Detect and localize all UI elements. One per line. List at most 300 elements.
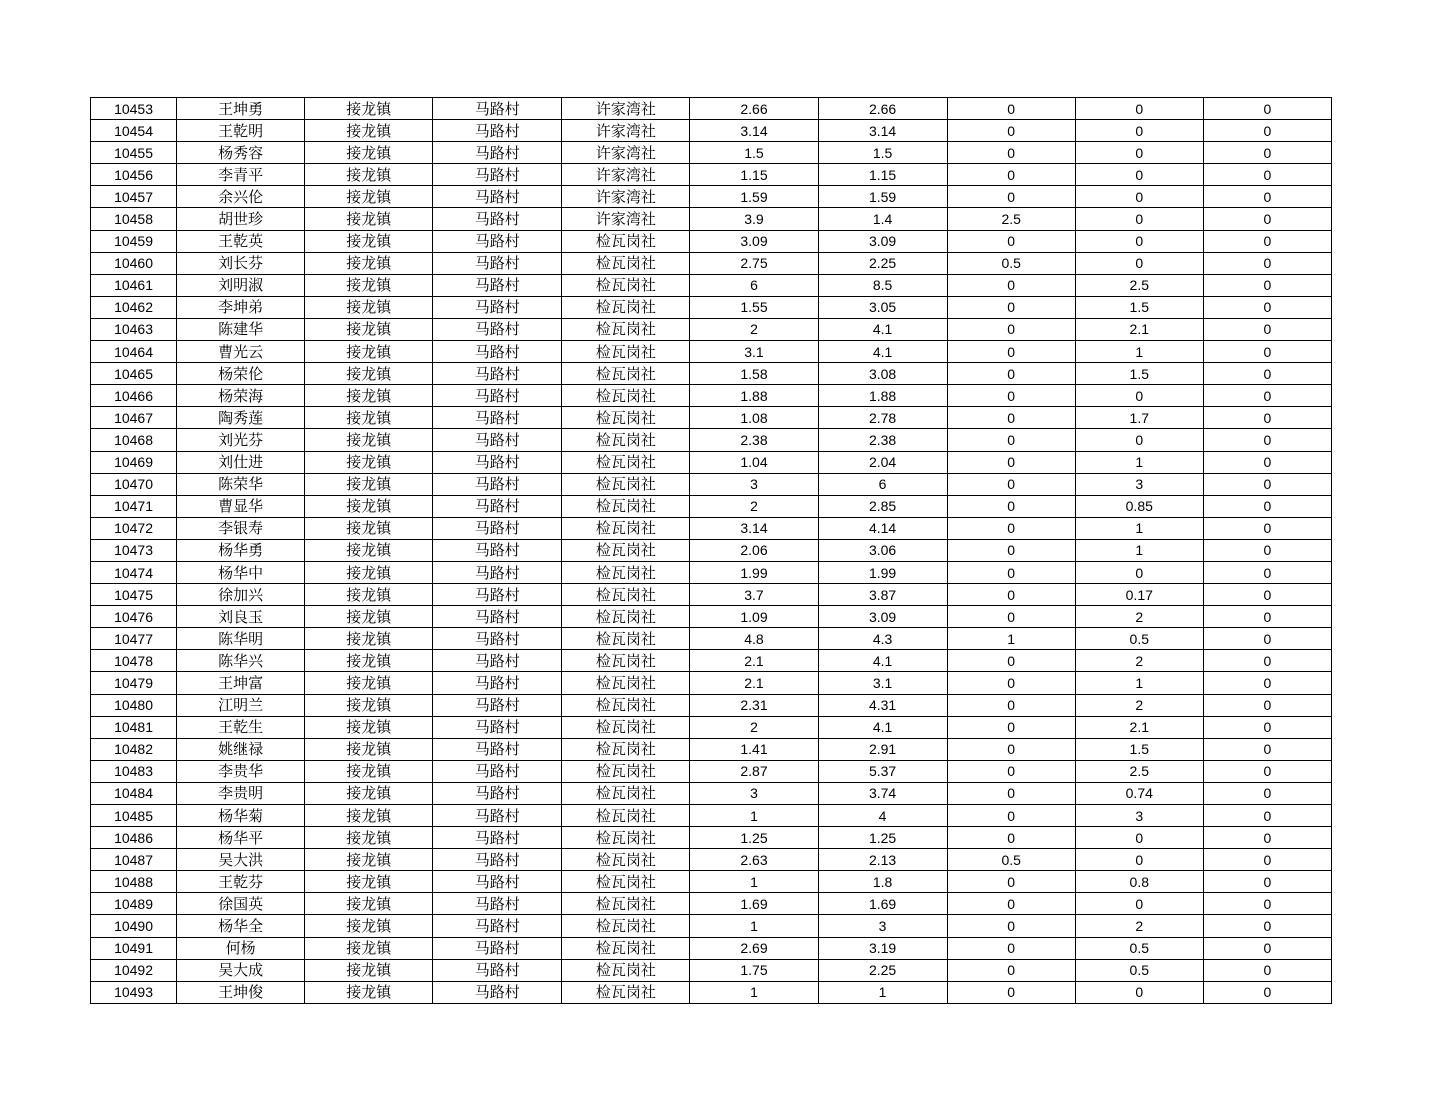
- town-cell: 接龙镇: [305, 893, 433, 915]
- name-cell: 刘良玉: [177, 606, 305, 628]
- value3-cell: 0: [947, 385, 1075, 407]
- table-row: [91, 341, 1332, 363]
- id-cell: 10489: [91, 893, 177, 915]
- group-cell: 检瓦岗社: [562, 296, 690, 318]
- name-cell: 徐加兴: [177, 584, 305, 606]
- group-cell: 检瓦岗社: [562, 363, 690, 385]
- village-cell: 马路村: [433, 893, 562, 915]
- value1-cell: 3: [690, 473, 818, 495]
- value1-cell: 1.69: [690, 893, 818, 915]
- value4-cell: 0: [1075, 893, 1203, 915]
- value1-cell: 1.55: [690, 296, 818, 318]
- value1-cell: 6: [690, 274, 818, 296]
- value1-cell: 2.75: [690, 252, 818, 274]
- id-cell: 10476: [91, 606, 177, 628]
- group-cell: 许家湾社: [562, 142, 690, 164]
- id-cell: 10466: [91, 385, 177, 407]
- table-row: [91, 915, 1332, 937]
- group-cell: 检瓦岗社: [562, 871, 690, 893]
- value2-cell: 4.1: [818, 318, 947, 340]
- id-cell: 10467: [91, 407, 177, 429]
- id-cell: 10482: [91, 738, 177, 760]
- value4-cell: 0: [1075, 561, 1203, 583]
- value5-cell: 0: [1203, 341, 1331, 363]
- id-cell: 10462: [91, 296, 177, 318]
- value5-cell: 0: [1203, 893, 1331, 915]
- table-row: [91, 716, 1332, 738]
- id-cell: 10475: [91, 584, 177, 606]
- value2-cell: 3.87: [818, 584, 947, 606]
- village-cell: 马路村: [433, 782, 562, 804]
- village-cell: 马路村: [433, 186, 562, 208]
- town-cell: 接龙镇: [305, 98, 433, 120]
- table-row: [91, 539, 1332, 561]
- value1-cell: 1.75: [690, 959, 818, 981]
- value3-cell: 0: [947, 495, 1075, 517]
- value1-cell: 1.15: [690, 164, 818, 186]
- value2-cell: 1.8: [818, 871, 947, 893]
- name-cell: 王乾英: [177, 230, 305, 252]
- value2-cell: 2.25: [818, 959, 947, 981]
- name-cell: 杨荣海: [177, 385, 305, 407]
- village-cell: 马路村: [433, 561, 562, 583]
- value4-cell: 3: [1075, 473, 1203, 495]
- value5-cell: 0: [1203, 650, 1331, 672]
- table-row: [91, 120, 1332, 142]
- id-cell: 10485: [91, 805, 177, 827]
- name-cell: 王乾明: [177, 120, 305, 142]
- value5-cell: 0: [1203, 782, 1331, 804]
- id-cell: 10473: [91, 539, 177, 561]
- value5-cell: 0: [1203, 318, 1331, 340]
- value2-cell: 1.5: [818, 142, 947, 164]
- value5-cell: 0: [1203, 363, 1331, 385]
- town-cell: 接龙镇: [305, 694, 433, 716]
- value5-cell: 0: [1203, 230, 1331, 252]
- name-cell: 李坤弟: [177, 296, 305, 318]
- value2-cell: 3.06: [818, 539, 947, 561]
- town-cell: 接龙镇: [305, 230, 433, 252]
- name-cell: 刘明淑: [177, 274, 305, 296]
- id-cell: 10455: [91, 142, 177, 164]
- village-cell: 马路村: [433, 230, 562, 252]
- value2-cell: 4: [818, 805, 947, 827]
- name-cell: 杨秀容: [177, 142, 305, 164]
- town-cell: 接龙镇: [305, 120, 433, 142]
- value1-cell: 4.8: [690, 628, 818, 650]
- town-cell: 接龙镇: [305, 274, 433, 296]
- town-cell: 接龙镇: [305, 849, 433, 871]
- name-cell: 王乾生: [177, 716, 305, 738]
- value3-cell: 0: [947, 672, 1075, 694]
- group-cell: 检瓦岗社: [562, 760, 690, 782]
- id-cell: 10465: [91, 363, 177, 385]
- value4-cell: 0.5: [1075, 937, 1203, 959]
- town-cell: 接龙镇: [305, 959, 433, 981]
- value5-cell: 0: [1203, 274, 1331, 296]
- name-cell: 杨华勇: [177, 539, 305, 561]
- id-cell: 10470: [91, 473, 177, 495]
- table-row: [91, 959, 1332, 981]
- value4-cell: 0.8: [1075, 871, 1203, 893]
- value3-cell: 0: [947, 429, 1075, 451]
- value5-cell: 0: [1203, 296, 1331, 318]
- town-cell: 接龙镇: [305, 164, 433, 186]
- value5-cell: 0: [1203, 915, 1331, 937]
- value2-cell: 2.38: [818, 429, 947, 451]
- table-row: [91, 296, 1332, 318]
- table-row: [91, 208, 1332, 230]
- name-cell: 曹光云: [177, 341, 305, 363]
- value2-cell: 4.14: [818, 517, 947, 539]
- value3-cell: 0: [947, 451, 1075, 473]
- value2-cell: 3.09: [818, 606, 947, 628]
- value5-cell: 0: [1203, 142, 1331, 164]
- value3-cell: 0: [947, 694, 1075, 716]
- value4-cell: 2: [1075, 915, 1203, 937]
- village-cell: 马路村: [433, 738, 562, 760]
- value2-cell: 4.3: [818, 628, 947, 650]
- value2-cell: 4.1: [818, 650, 947, 672]
- group-cell: 检瓦岗社: [562, 628, 690, 650]
- village-cell: 马路村: [433, 473, 562, 495]
- value1-cell: 3.14: [690, 517, 818, 539]
- value1-cell: 2.31: [690, 694, 818, 716]
- value5-cell: 0: [1203, 805, 1331, 827]
- value5-cell: 0: [1203, 584, 1331, 606]
- value3-cell: 0: [947, 782, 1075, 804]
- value5-cell: 0: [1203, 849, 1331, 871]
- value1-cell: 3.9: [690, 208, 818, 230]
- town-cell: 接龙镇: [305, 142, 433, 164]
- table-row: [91, 584, 1332, 606]
- name-cell: 王乾芬: [177, 871, 305, 893]
- value5-cell: 0: [1203, 694, 1331, 716]
- value4-cell: 1.5: [1075, 363, 1203, 385]
- value3-cell: 0: [947, 517, 1075, 539]
- value5-cell: 0: [1203, 716, 1331, 738]
- value1-cell: 3.09: [690, 230, 818, 252]
- id-cell: 10471: [91, 495, 177, 517]
- id-cell: 10460: [91, 252, 177, 274]
- value5-cell: 0: [1203, 760, 1331, 782]
- group-cell: 检瓦岗社: [562, 318, 690, 340]
- value5-cell: 0: [1203, 120, 1331, 142]
- value2-cell: 2.04: [818, 451, 947, 473]
- name-cell: 王坤勇: [177, 98, 305, 120]
- village-cell: 马路村: [433, 142, 562, 164]
- group-cell: 许家湾社: [562, 208, 690, 230]
- group-cell: 检瓦岗社: [562, 473, 690, 495]
- town-cell: 接龙镇: [305, 584, 433, 606]
- group-cell: 检瓦岗社: [562, 274, 690, 296]
- town-cell: 接龙镇: [305, 915, 433, 937]
- value3-cell: 0: [947, 827, 1075, 849]
- town-cell: 接龙镇: [305, 473, 433, 495]
- value3-cell: 0: [947, 915, 1075, 937]
- group-cell: 检瓦岗社: [562, 495, 690, 517]
- group-cell: 检瓦岗社: [562, 517, 690, 539]
- table-row: [91, 186, 1332, 208]
- village-cell: 马路村: [433, 628, 562, 650]
- value4-cell: 0.5: [1075, 628, 1203, 650]
- name-cell: 姚继禄: [177, 738, 305, 760]
- value2-cell: 1.4: [818, 208, 947, 230]
- name-cell: 吴大成: [177, 959, 305, 981]
- table-row: [91, 407, 1332, 429]
- value3-cell: 0: [947, 407, 1075, 429]
- village-cell: 马路村: [433, 672, 562, 694]
- town-cell: 接龙镇: [305, 296, 433, 318]
- value3-cell: 0: [947, 584, 1075, 606]
- value2-cell: 2.25: [818, 252, 947, 274]
- value4-cell: 0: [1075, 208, 1203, 230]
- table-row: [91, 252, 1332, 274]
- id-cell: 10453: [91, 98, 177, 120]
- id-cell: 10492: [91, 959, 177, 981]
- table-row: [91, 650, 1332, 672]
- town-cell: 接龙镇: [305, 606, 433, 628]
- table-row: [91, 385, 1332, 407]
- name-cell: 何杨: [177, 937, 305, 959]
- value1-cell: 3.7: [690, 584, 818, 606]
- value1-cell: 2.38: [690, 429, 818, 451]
- town-cell: 接龙镇: [305, 385, 433, 407]
- town-cell: 接龙镇: [305, 650, 433, 672]
- value3-cell: 1: [947, 628, 1075, 650]
- value2-cell: 3.08: [818, 363, 947, 385]
- value3-cell: 0: [947, 318, 1075, 340]
- group-cell: 检瓦岗社: [562, 252, 690, 274]
- value1-cell: 2.1: [690, 672, 818, 694]
- value4-cell: 0: [1075, 164, 1203, 186]
- name-cell: 杨荣伦: [177, 363, 305, 385]
- value2-cell: 1: [818, 981, 947, 1003]
- value5-cell: 0: [1203, 539, 1331, 561]
- value5-cell: 0: [1203, 252, 1331, 274]
- table-row: [91, 142, 1332, 164]
- group-cell: 许家湾社: [562, 120, 690, 142]
- value4-cell: 1: [1075, 672, 1203, 694]
- town-cell: 接龙镇: [305, 871, 433, 893]
- table-row: [91, 606, 1332, 628]
- table-row: [91, 827, 1332, 849]
- village-cell: 马路村: [433, 584, 562, 606]
- value5-cell: 0: [1203, 628, 1331, 650]
- value4-cell: 1: [1075, 451, 1203, 473]
- name-cell: 李贵华: [177, 760, 305, 782]
- group-cell: 许家湾社: [562, 98, 690, 120]
- group-cell: 检瓦岗社: [562, 672, 690, 694]
- value2-cell: 6: [818, 473, 947, 495]
- group-cell: 检瓦岗社: [562, 959, 690, 981]
- value3-cell: 0: [947, 606, 1075, 628]
- id-cell: 10468: [91, 429, 177, 451]
- value2-cell: 2.91: [818, 738, 947, 760]
- value3-cell: 0: [947, 363, 1075, 385]
- value5-cell: 0: [1203, 429, 1331, 451]
- value1-cell: 1.09: [690, 606, 818, 628]
- name-cell: 李青平: [177, 164, 305, 186]
- town-cell: 接龙镇: [305, 981, 433, 1003]
- value1-cell: 1.5: [690, 142, 818, 164]
- value4-cell: 0: [1075, 981, 1203, 1003]
- value5-cell: 0: [1203, 451, 1331, 473]
- value4-cell: 1: [1075, 539, 1203, 561]
- table-row: [91, 517, 1332, 539]
- id-cell: 10459: [91, 230, 177, 252]
- village-cell: 马路村: [433, 318, 562, 340]
- value5-cell: 0: [1203, 827, 1331, 849]
- town-cell: 接龙镇: [305, 561, 433, 583]
- table-row: [91, 230, 1332, 252]
- table-row: [91, 782, 1332, 804]
- value5-cell: 0: [1203, 606, 1331, 628]
- value1-cell: 3.1: [690, 341, 818, 363]
- value5-cell: 0: [1203, 937, 1331, 959]
- id-cell: 10483: [91, 760, 177, 782]
- value4-cell: 2: [1075, 606, 1203, 628]
- group-cell: 检瓦岗社: [562, 827, 690, 849]
- id-cell: 10481: [91, 716, 177, 738]
- value4-cell: 2.5: [1075, 760, 1203, 782]
- group-cell: 检瓦岗社: [562, 429, 690, 451]
- name-cell: 杨华中: [177, 561, 305, 583]
- village-cell: 马路村: [433, 385, 562, 407]
- name-cell: 余兴伦: [177, 186, 305, 208]
- table-row: [91, 495, 1332, 517]
- value5-cell: 0: [1203, 959, 1331, 981]
- value3-cell: 0: [947, 959, 1075, 981]
- value2-cell: 1.15: [818, 164, 947, 186]
- id-cell: 10490: [91, 915, 177, 937]
- group-cell: 检瓦岗社: [562, 385, 690, 407]
- value5-cell: 0: [1203, 672, 1331, 694]
- town-cell: 接龙镇: [305, 429, 433, 451]
- value4-cell: 1.7: [1075, 407, 1203, 429]
- value1-cell: 1.59: [690, 186, 818, 208]
- village-cell: 马路村: [433, 694, 562, 716]
- value2-cell: 1.88: [818, 385, 947, 407]
- value4-cell: 0: [1075, 385, 1203, 407]
- group-cell: 许家湾社: [562, 164, 690, 186]
- name-cell: 王坤俊: [177, 981, 305, 1003]
- value2-cell: 5.37: [818, 760, 947, 782]
- village-cell: 马路村: [433, 827, 562, 849]
- group-cell: 检瓦岗社: [562, 606, 690, 628]
- value2-cell: 3.19: [818, 937, 947, 959]
- group-cell: 检瓦岗社: [562, 849, 690, 871]
- name-cell: 吴大洪: [177, 849, 305, 871]
- group-cell: 检瓦岗社: [562, 716, 690, 738]
- value3-cell: 0: [947, 539, 1075, 561]
- value3-cell: 0.5: [947, 849, 1075, 871]
- town-cell: 接龙镇: [305, 341, 433, 363]
- value3-cell: 0: [947, 805, 1075, 827]
- value3-cell: 0: [947, 186, 1075, 208]
- name-cell: 刘长芬: [177, 252, 305, 274]
- group-cell: 检瓦岗社: [562, 561, 690, 583]
- village-cell: 马路村: [433, 451, 562, 473]
- value4-cell: 1.5: [1075, 738, 1203, 760]
- village-cell: 马路村: [433, 341, 562, 363]
- value5-cell: 0: [1203, 407, 1331, 429]
- table-row: [91, 473, 1332, 495]
- value3-cell: 0: [947, 937, 1075, 959]
- village-cell: 马路村: [433, 363, 562, 385]
- value4-cell: 0: [1075, 252, 1203, 274]
- id-cell: 10486: [91, 827, 177, 849]
- value4-cell: 2: [1075, 694, 1203, 716]
- id-cell: 10458: [91, 208, 177, 230]
- table-row: [91, 561, 1332, 583]
- value4-cell: 0: [1075, 186, 1203, 208]
- value1-cell: 1: [690, 871, 818, 893]
- group-cell: 检瓦岗社: [562, 650, 690, 672]
- village-cell: 马路村: [433, 959, 562, 981]
- village-cell: 马路村: [433, 407, 562, 429]
- value5-cell: 0: [1203, 473, 1331, 495]
- value3-cell: 0: [947, 893, 1075, 915]
- value4-cell: 2.1: [1075, 318, 1203, 340]
- town-cell: 接龙镇: [305, 495, 433, 517]
- village-cell: 马路村: [433, 539, 562, 561]
- town-cell: 接龙镇: [305, 407, 433, 429]
- town-cell: 接龙镇: [305, 517, 433, 539]
- town-cell: 接龙镇: [305, 782, 433, 804]
- town-cell: 接龙镇: [305, 672, 433, 694]
- value3-cell: 0: [947, 760, 1075, 782]
- table-row: [91, 805, 1332, 827]
- table-row: [91, 363, 1332, 385]
- name-cell: 王坤富: [177, 672, 305, 694]
- value5-cell: 0: [1203, 871, 1331, 893]
- value3-cell: 0: [947, 738, 1075, 760]
- town-cell: 接龙镇: [305, 252, 433, 274]
- value2-cell: 3: [818, 915, 947, 937]
- value3-cell: 0: [947, 120, 1075, 142]
- id-cell: 10487: [91, 849, 177, 871]
- value1-cell: 2.63: [690, 849, 818, 871]
- value1-cell: 1.08: [690, 407, 818, 429]
- town-cell: 接龙镇: [305, 738, 433, 760]
- name-cell: 刘光芬: [177, 429, 305, 451]
- value3-cell: 0: [947, 296, 1075, 318]
- village-cell: 马路村: [433, 120, 562, 142]
- value5-cell: 0: [1203, 981, 1331, 1003]
- village-cell: 马路村: [433, 98, 562, 120]
- value2-cell: 1.69: [818, 893, 947, 915]
- value1-cell: 3: [690, 782, 818, 804]
- table-row: [91, 628, 1332, 650]
- value1-cell: 2.87: [690, 760, 818, 782]
- value1-cell: 1.58: [690, 363, 818, 385]
- name-cell: 曹显华: [177, 495, 305, 517]
- value2-cell: 2.66: [818, 98, 947, 120]
- value2-cell: 2.85: [818, 495, 947, 517]
- id-cell: 10478: [91, 650, 177, 672]
- group-cell: 许家湾社: [562, 186, 690, 208]
- value4-cell: 0: [1075, 142, 1203, 164]
- table-row: [91, 694, 1332, 716]
- village-cell: 马路村: [433, 716, 562, 738]
- value5-cell: 0: [1203, 208, 1331, 230]
- group-cell: 检瓦岗社: [562, 782, 690, 804]
- value1-cell: 2: [690, 716, 818, 738]
- village-cell: 马路村: [433, 915, 562, 937]
- village-cell: 马路村: [433, 849, 562, 871]
- value4-cell: 0: [1075, 849, 1203, 871]
